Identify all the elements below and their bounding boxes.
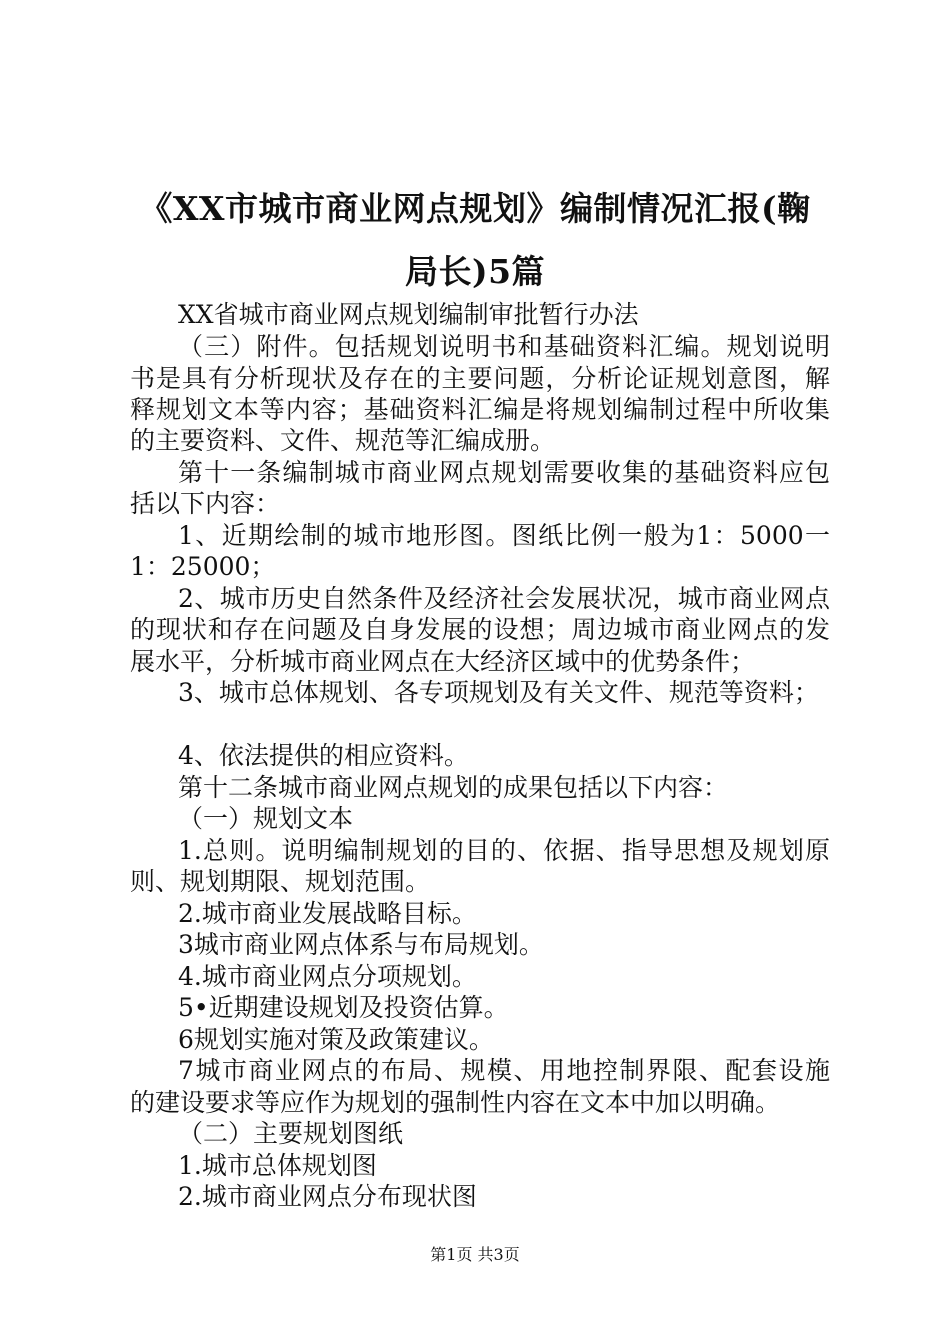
body-line: 4.城市商业网点分项规划。 <box>178 962 477 991</box>
body-line: （二）主要规划图纸 <box>178 1119 404 1148</box>
body-line: （一）规划文本 <box>178 804 354 833</box>
body-line: 1.城市总体规划图 <box>178 1151 377 1180</box>
body-line: 1.总则。说明编制规划的目的、依据、指导思想及规划原 <box>178 836 830 865</box>
body-line: 5•近期建设规划及投资估算。 <box>178 993 509 1022</box>
body-line: 释规划文本等内容；基础资料汇编是将规划编制过程中所收集 <box>130 395 830 424</box>
body-line: 3城市商业网点体系与布局规划。 <box>178 930 544 959</box>
body-line: 2.城市商业网点分布现状图 <box>178 1182 477 1211</box>
body-line: 的建设要求等应作为规划的强制性内容在文本中加以明确。 <box>130 1088 781 1117</box>
body-line: （三）附件。包括规划说明书和基础资料汇编。规划说明 <box>178 332 830 361</box>
body-line: 3、城市总体规划、各专项规划及有关文件、规范等资料； <box>178 678 819 707</box>
body-line: 2、城市历史自然条件及经济社会发展状况，城市商业网点 <box>178 584 830 613</box>
body-line: 则、规划期限、规划范围。 <box>130 867 431 896</box>
page-footer: 第1页 共3页 <box>430 1245 520 1264</box>
body-line: 6规划实施对策及政策建议。 <box>178 1025 494 1054</box>
body-line: 第十二条城市商业网点规划的成果包括以下内容： <box>178 773 729 802</box>
body-line: 展水平，分析城市商业网点在大经济区域中的优势条件； <box>130 647 756 676</box>
document-title-line-2: 局长)5篇 <box>404 252 546 291</box>
body-line: 的主要资料、文件、规范等汇编成册。 <box>130 426 556 455</box>
body-line: 1、近期绘制的城市地形图。图纸比例一般为1：5000一 <box>178 521 830 550</box>
body-line: 1：25000； <box>130 552 276 581</box>
body-line: 7城市商业网点的布局、规模、用地控制界限、配套设施 <box>178 1056 830 1085</box>
body-line: 2.城市商业发展战略目标。 <box>178 899 477 928</box>
document-title-line-1: 《XX市城市商业网点规划》编制情况汇报(鞠 <box>139 189 811 228</box>
body-line: 4、依法提供的相应资料。 <box>178 741 469 770</box>
body-line: XX省城市商业网点规划编制审批暂行办法 <box>178 300 639 329</box>
body-line: 的现状和存在问题及自身发展的设想；周边城市商业网点的发 <box>130 615 830 644</box>
body-line: 第十一条编制城市商业网点规划需要收集的基础资料应包 <box>178 458 830 487</box>
body-line: 书是具有分析现状及存在的主要问题，分析论证规划意图，解 <box>130 364 830 393</box>
body-line: 括以下内容： <box>130 489 281 518</box>
